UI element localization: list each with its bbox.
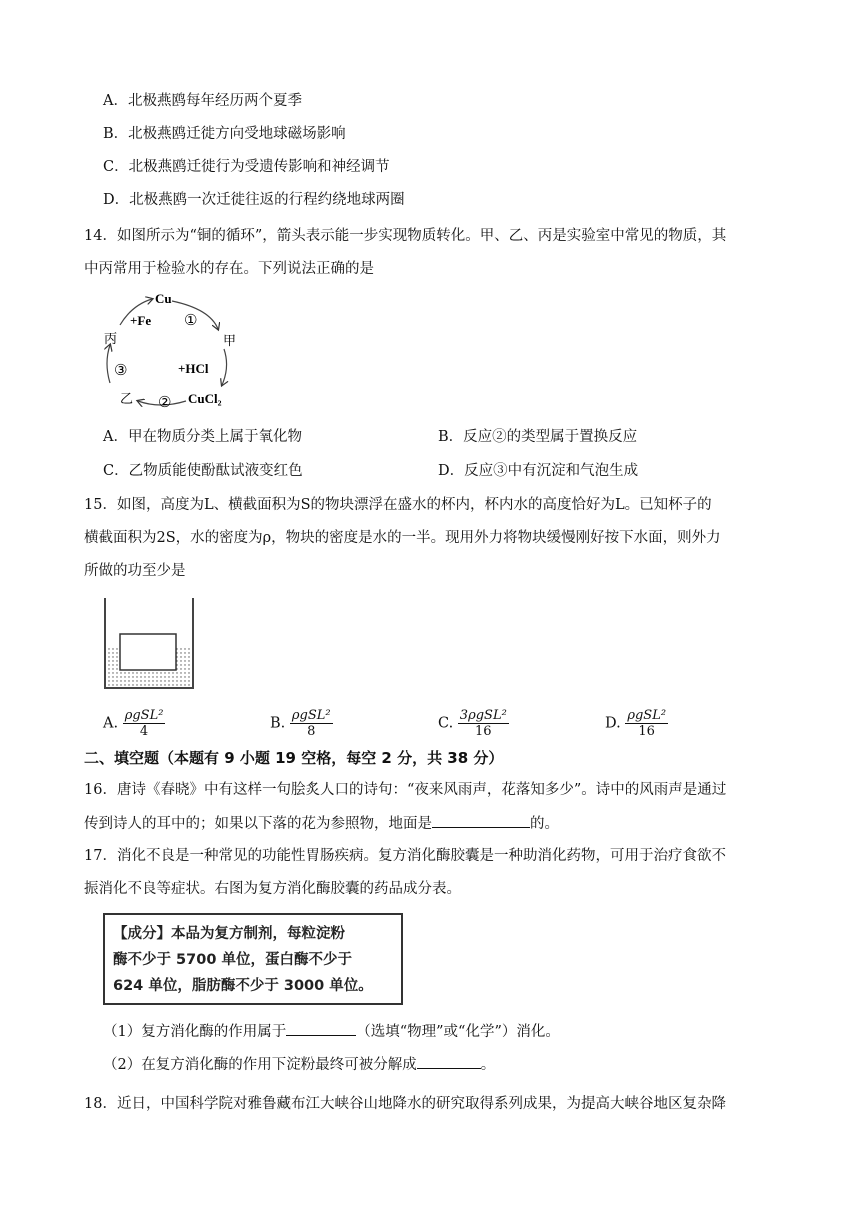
- q17-sub2-text-b: 。: [480, 1057, 496, 1073]
- q13-option-a: A．北极燕鸥每年经历两个夏季: [103, 93, 302, 109]
- q14-option-c: C．乙物质能使酚酞试液变红色: [103, 463, 303, 479]
- ingredient-line-3: 624 单位，脂肪酶不少于 3000 单位。: [113, 978, 373, 994]
- q13-option-c: C．北极燕鸥迁徙行为受遗传影响和神经调节: [103, 159, 390, 175]
- option-label: B.: [270, 715, 286, 732]
- cup-block-diagram: [100, 596, 200, 692]
- q15-stem-line3: 所做的功至少是: [84, 563, 186, 579]
- q16-answer-blank[interactable]: [432, 813, 530, 828]
- q15-option-a: [103, 708, 165, 739]
- ingredient-table: [103, 913, 403, 1005]
- q16-text-a: 传到诗人的耳中的；如果以下落的花为参照物，地面是: [84, 816, 432, 832]
- denominator: 4: [139, 724, 149, 739]
- fraction: [123, 708, 166, 739]
- q13-option-d: D．北极燕鸥一次迁徙往返的行程约绕地球两圈: [103, 192, 405, 208]
- q15-stem-line2: 横截面积为2S，水的密度为ρ，物块的密度是水的一半。现用外力将物块缓慢刚好按下水面，则外力: [84, 530, 721, 546]
- denominator: 8: [307, 724, 316, 739]
- fraction: [290, 708, 333, 739]
- q17-sub2-blank[interactable]: [417, 1054, 481, 1069]
- denominator: 16: [475, 724, 492, 739]
- option-label: C.: [438, 715, 454, 732]
- numerator: ρgSL²: [291, 708, 331, 723]
- q17-sub1-blank[interactable]: [286, 1021, 356, 1036]
- q15-stem-line1: 15．如图，高度为L、横截面积为S的物块漂浮在盛水的杯内，杯内水的高度恰好为L。已知杯子的: [84, 497, 712, 513]
- q14-option-b: B．反应②的类型属于置换反应: [438, 429, 638, 445]
- numerator: ρgSL²: [124, 708, 164, 723]
- q15-option-b: [270, 708, 333, 739]
- q16-stem-line2: [84, 813, 559, 834]
- q16-text-b: 的。: [530, 816, 559, 832]
- q17-stem-line2: 振消化不良等症状。右图为复方消化酶胶囊的药品成分表。: [84, 881, 461, 897]
- option-label: A.: [103, 715, 119, 732]
- node-jia: 甲: [223, 334, 237, 349]
- section-title: 二、填空题（本题有 9 小题 19 空格，每空 2 分，共 38 分）: [84, 749, 504, 767]
- q16-stem-line1: 16．唐诗《春晓》中有这样一句脍炙人口的诗句：“夜来风雨声，花落知多少”。诗中的风雨声是通过: [84, 782, 727, 798]
- q14-stem-line1: 14．如图所示为“铜的循环”，箭头表示能一步实现物质转化。甲、乙、丙是实验室中常见的物质，其: [84, 228, 727, 244]
- q14-option-a: A．甲在物质分类上属于氧化物: [103, 429, 302, 445]
- label-fe: +Fe: [130, 313, 152, 328]
- fraction: [458, 708, 509, 739]
- step-3: ③: [114, 361, 128, 379]
- q15-option-d: [605, 708, 668, 739]
- denominator: 16: [638, 724, 655, 739]
- step-2: ②: [158, 393, 172, 411]
- label-hcl: +HCl: [178, 361, 209, 376]
- numerator: 3ρgSL²: [459, 708, 507, 723]
- step-1: ①: [184, 311, 198, 329]
- q18-stem-line1: 18．近日，中国科学院对雅鲁藏布江大峡谷山地降水的研究取得系列成果，为提高大峡谷地区复杂降: [84, 1096, 726, 1112]
- node-yi: 乙: [120, 392, 134, 407]
- q17-sub2-text-a: （2）在复方消化酶的作用下淀粉最终可被分解成: [103, 1057, 417, 1073]
- q17-sub2: [103, 1054, 495, 1075]
- node-bing: 丙: [104, 332, 118, 347]
- q14-option-d: D．反应③中有沉淀和气泡生成: [438, 463, 639, 479]
- ingredient-line-2: 酶不少于 5700 单位，蛋白酶不少于: [113, 952, 352, 968]
- option-label: D.: [605, 715, 621, 732]
- q17-sub1-text-b: （选填“物理”或“化学”）消化。: [356, 1024, 560, 1040]
- q14-stem-line2: 中丙常用于检验水的存在。下列说法正确的是: [84, 261, 374, 277]
- copper-cycle-diagram: [100, 287, 240, 417]
- node-cu: Cu: [155, 291, 172, 306]
- q13-option-b: B．北极燕鸥迁徙方向受地球磁场影响: [103, 126, 346, 142]
- fraction: [625, 708, 668, 739]
- ingredient-line-1: 【成分】本品为复方制剂，每粒淀粉: [113, 926, 345, 942]
- q17-sub1-text-a: （1）复方消化酶的作用属于: [103, 1024, 287, 1040]
- numerator: ρgSL²: [627, 708, 667, 723]
- q17-stem-line1: 17．消化不良是一种常见的功能性胃肠疾病。复方消化酶胶囊是一种助消化药物，可用于治疗食欲不: [84, 848, 726, 864]
- node-cucl2: CuCl₂: [188, 391, 222, 406]
- q15-option-c: [438, 708, 509, 739]
- q17-sub1: [103, 1021, 560, 1042]
